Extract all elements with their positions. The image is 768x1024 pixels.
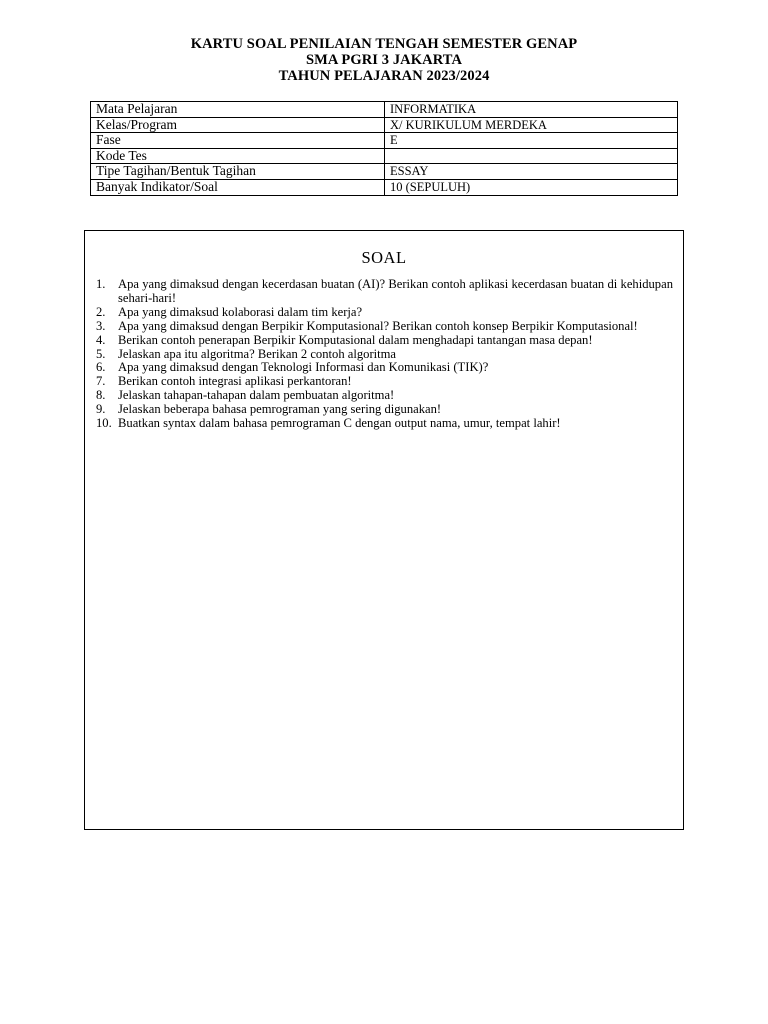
header-year: TAHUN PELAJARAN 2023/2024: [278, 68, 490, 84]
question-number: 3.: [96, 318, 106, 333]
table-row: [91, 148, 678, 164]
list-item: [96, 417, 673, 431]
question-text: Apa yang dimaksud dengan kecerdasan buatan (AI)? Berikan contoh aplikasi kecerdasan buatan di kehidupan sehari-hari!: [118, 277, 673, 305]
list-item: [96, 334, 673, 348]
header-school: SMA PGRI 3 JAKARTA: [305, 52, 463, 68]
list-item: [96, 348, 673, 362]
question-text: Jelaskan beberapa bahasa pemrograman yang sering digunakan!: [118, 402, 442, 417]
info-value: ESSAY: [385, 164, 678, 180]
info-table: [90, 101, 678, 196]
info-label: Kode Tes: [91, 148, 385, 164]
question-number: 1.: [96, 277, 106, 291]
info-value: X/ KURIKULUM MERDEKA: [385, 117, 678, 133]
question-text: Apa yang dimaksud dengan Teknologi Informasi dan Komunikasi (TIK)?: [118, 360, 489, 375]
question-text: Berikan contoh integrasi aplikasi perkantoran!: [118, 374, 352, 389]
question-number: 6.: [96, 360, 106, 375]
list-item: [96, 389, 673, 403]
question-list: [85, 278, 683, 431]
header-title: KARTU SOAL PENILAIAN TENGAH SEMESTER GENAP: [190, 36, 578, 52]
info-label: Tipe Tagihan/Bentuk Tagihan: [91, 164, 385, 180]
info-label: Fase: [91, 133, 385, 149]
list-item: [96, 403, 673, 417]
info-value: [385, 148, 678, 164]
question-number: 10.: [96, 416, 112, 431]
question-text: Berikan contoh penerapan Berpikir Komputasional dalam menghadapi tantangan masa depan!: [118, 332, 593, 347]
document-header: [0, 36, 768, 84]
table-row: [91, 117, 678, 133]
question-number: 5.: [96, 346, 106, 361]
list-item: [96, 320, 673, 334]
question-text: Apa yang dimaksud kolaborasi dalam tim kerja?: [118, 304, 363, 319]
list-item: [96, 306, 673, 320]
question-number: 2.: [96, 304, 106, 319]
info-label: Mata Pelajaran: [91, 102, 385, 118]
info-label: Banyak Indikator/Soal: [91, 179, 385, 195]
question-text: Jelaskan apa itu algoritma? Berikan 2 contoh algoritma: [118, 346, 397, 361]
question-number: 4.: [96, 332, 106, 347]
table-row: [91, 164, 678, 180]
question-text: Buatkan syntax dalam bahasa pemrograman C dengan output nama, umur, tempat lahir!: [118, 416, 561, 431]
list-item: [96, 375, 673, 389]
table-row: [91, 133, 678, 149]
question-number: 7.: [96, 374, 106, 389]
question-number: 9.: [96, 402, 106, 417]
table-row: [91, 179, 678, 195]
question-text: Apa yang dimaksud dengan Berpikir Komputasional? Berikan contoh konsep Berpikir Komputasional!: [118, 318, 638, 333]
info-label: Kelas/Program: [91, 117, 385, 133]
info-value: 10 (SEPULUH): [385, 179, 678, 195]
question-section-title: SOAL: [361, 248, 407, 267]
info-value: E: [385, 133, 678, 149]
question-text: Jelaskan tahapan-tahapan dalam pembuatan algoritma!: [118, 388, 395, 403]
list-item: [96, 278, 673, 306]
question-number: 8.: [96, 388, 106, 403]
table-row: [91, 102, 678, 118]
question-box: [84, 230, 684, 830]
list-item: [96, 361, 673, 375]
info-value: INFORMATIKA: [385, 102, 678, 118]
